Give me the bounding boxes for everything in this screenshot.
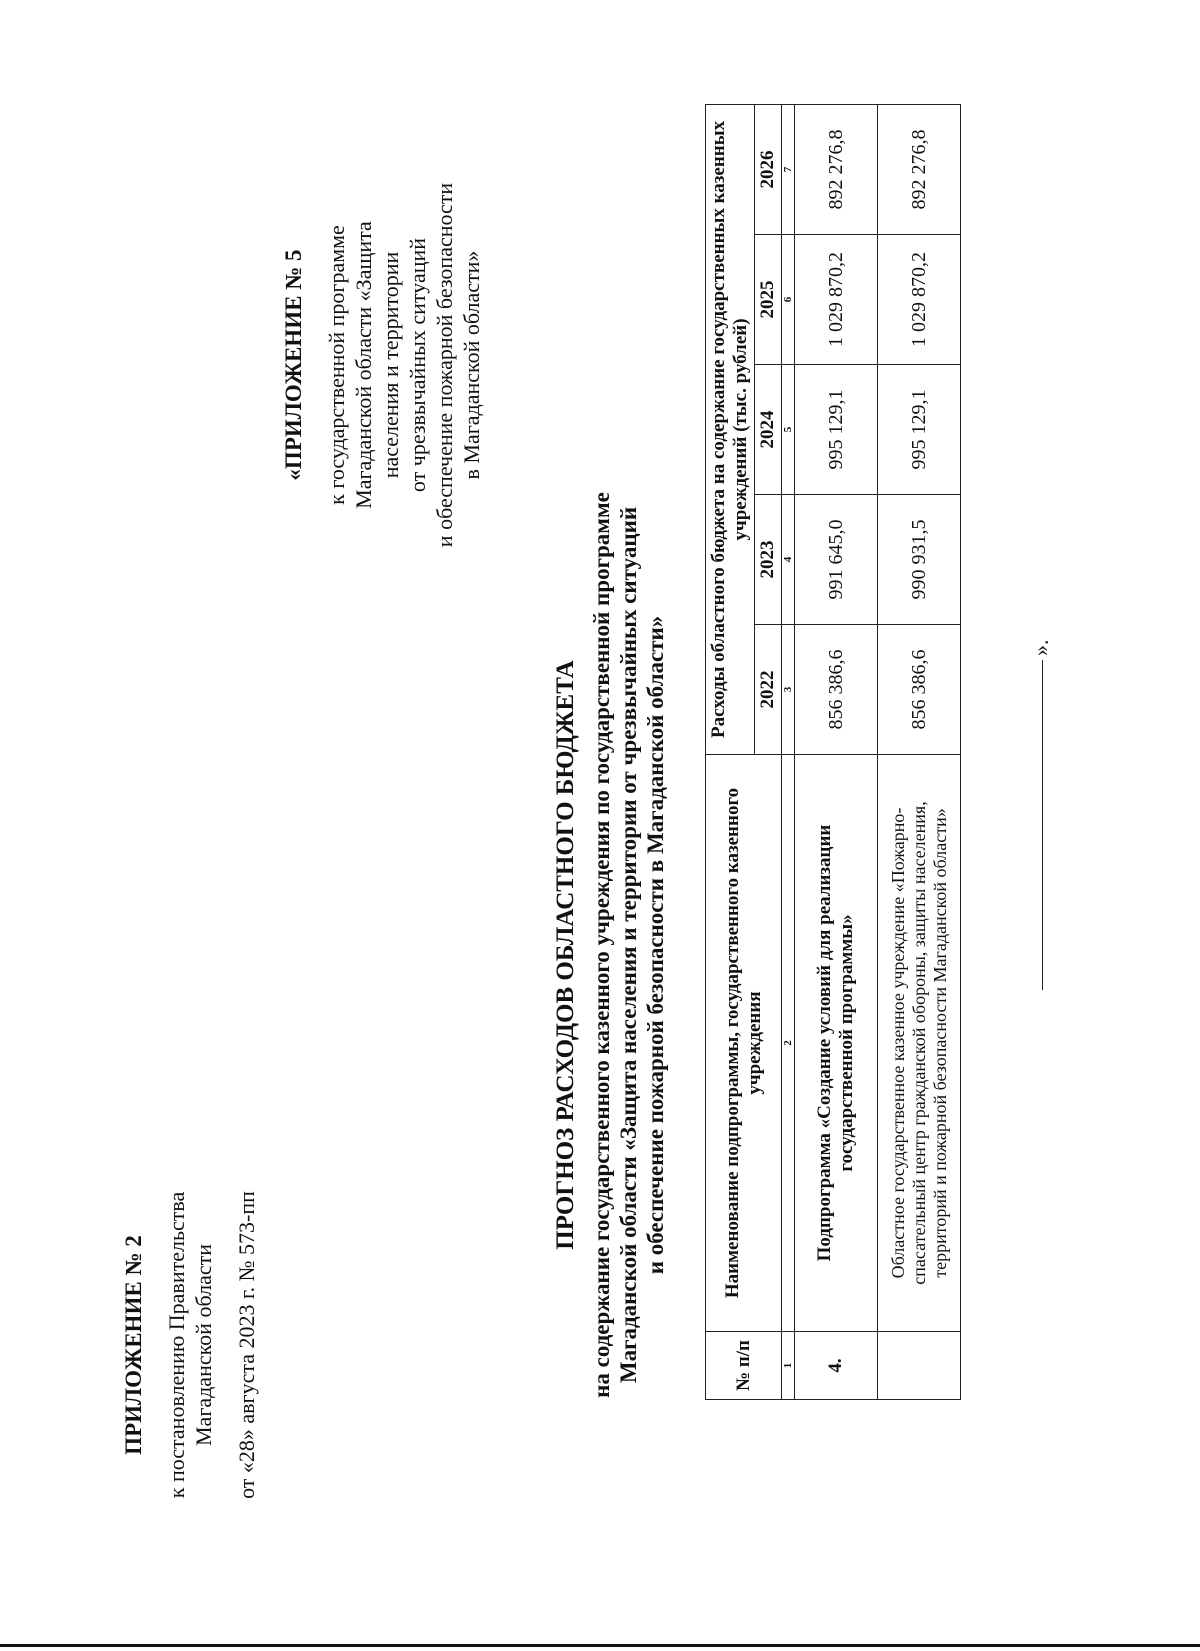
appendix-title: ПРИЛОЖЕНИЕ № 2 — [121, 1235, 146, 1455]
header-row — [706, 104, 755, 1399]
document-subtitle — [588, 370, 669, 1520]
row-name: Областное государственное казенное учреждение «Пожарно-спасательный центр гражданской обороны, защиты населения, территорий и пожарной безопасности Магаданской области» — [878, 755, 961, 1332]
header-year: 2024 — [755, 365, 782, 495]
inner-appendix-line-4: от чрезвычайных ситуаций — [405, 237, 430, 493]
column-number: 3 — [782, 625, 795, 755]
header-expenses: Расходы областного бюджета на содержание государственных казенных учреждений (тыс. рублей) — [706, 104, 755, 754]
row-value: 856 386,6 — [795, 625, 878, 755]
row-value: 892 276,8 — [795, 104, 878, 234]
row-value: 991 645,0 — [795, 495, 878, 625]
closing-mark: ». — [1028, 639, 1053, 656]
appendix-block — [120, 1135, 260, 1555]
closing-line — [1028, 630, 1058, 990]
header-name: Наименование подпрограммы, государственного казенного учреждения — [706, 755, 782, 1332]
header-year: 2025 — [755, 235, 782, 365]
header-year: 2026 — [755, 104, 782, 234]
closing-rule — [1042, 660, 1043, 990]
column-number: 2 — [782, 755, 795, 1332]
row-value: 856 386,6 — [878, 625, 961, 755]
inner-appendix-line-1: к государственной программе — [324, 225, 349, 505]
table-row — [878, 104, 961, 1399]
appendix-line-1: к постановлению Правительства — [164, 1191, 189, 1499]
subtitle-line-1: на содержание государственного казенного учреждения по государственной программе — [589, 492, 614, 1398]
appendix-line-2: Магаданской области — [191, 1244, 216, 1446]
subtitle-line-3: и обеспечение пожарной безопасности в Магаданской области» — [643, 615, 668, 1275]
inner-appendix-block — [280, 130, 485, 600]
column-number: 5 — [782, 365, 795, 495]
row-value: 995 129,1 — [878, 365, 961, 495]
column-number-row — [782, 104, 795, 1399]
header-year: 2023 — [755, 495, 782, 625]
row-value: 1 029 870,2 — [795, 235, 878, 365]
column-number: 6 — [782, 235, 795, 365]
inner-appendix-line-3: населения и территории — [378, 251, 403, 479]
header-no: № п/п — [706, 1332, 782, 1400]
inner-appendix-title: «ПРИЛОЖЕНИЕ № 5 — [281, 249, 306, 481]
column-number: 1 — [782, 1332, 795, 1400]
appendix-line-3: от «28» августа 2023 г. № 573-пп — [234, 1191, 259, 1499]
header-year: 2022 — [755, 625, 782, 755]
inner-appendix-line-6: в Магаданской области» — [459, 250, 484, 480]
row-name: Подпрограмма «Создание условий для реализации государственной программы» — [795, 755, 878, 1332]
column-number: 7 — [782, 104, 795, 234]
row-number: 4. — [795, 1332, 878, 1400]
row-value: 1 029 870,2 — [878, 235, 961, 365]
row-value: 990 931,5 — [878, 495, 961, 625]
row-value: 995 129,1 — [795, 365, 878, 495]
inner-appendix-line-5: и обеспечение пожарной безопасности — [432, 182, 457, 548]
inner-appendix-line-2: Магаданской области «Защита — [351, 221, 376, 509]
column-number: 4 — [782, 495, 795, 625]
subtitle-line-2: Магаданской области «Защита населения и территории от чрезвычайных ситуаций — [616, 506, 641, 1384]
table-row — [795, 104, 878, 1399]
row-number — [878, 1332, 961, 1400]
scan-edge-rule — [0, 1644, 1200, 1647]
row-value: 892 276,8 — [878, 104, 961, 234]
document-title: ПРОГНОЗ РАСХОДОВ ОБЛАСТНОГО БЮДЖЕТА — [552, 660, 579, 1250]
budget-table — [705, 104, 961, 1400]
